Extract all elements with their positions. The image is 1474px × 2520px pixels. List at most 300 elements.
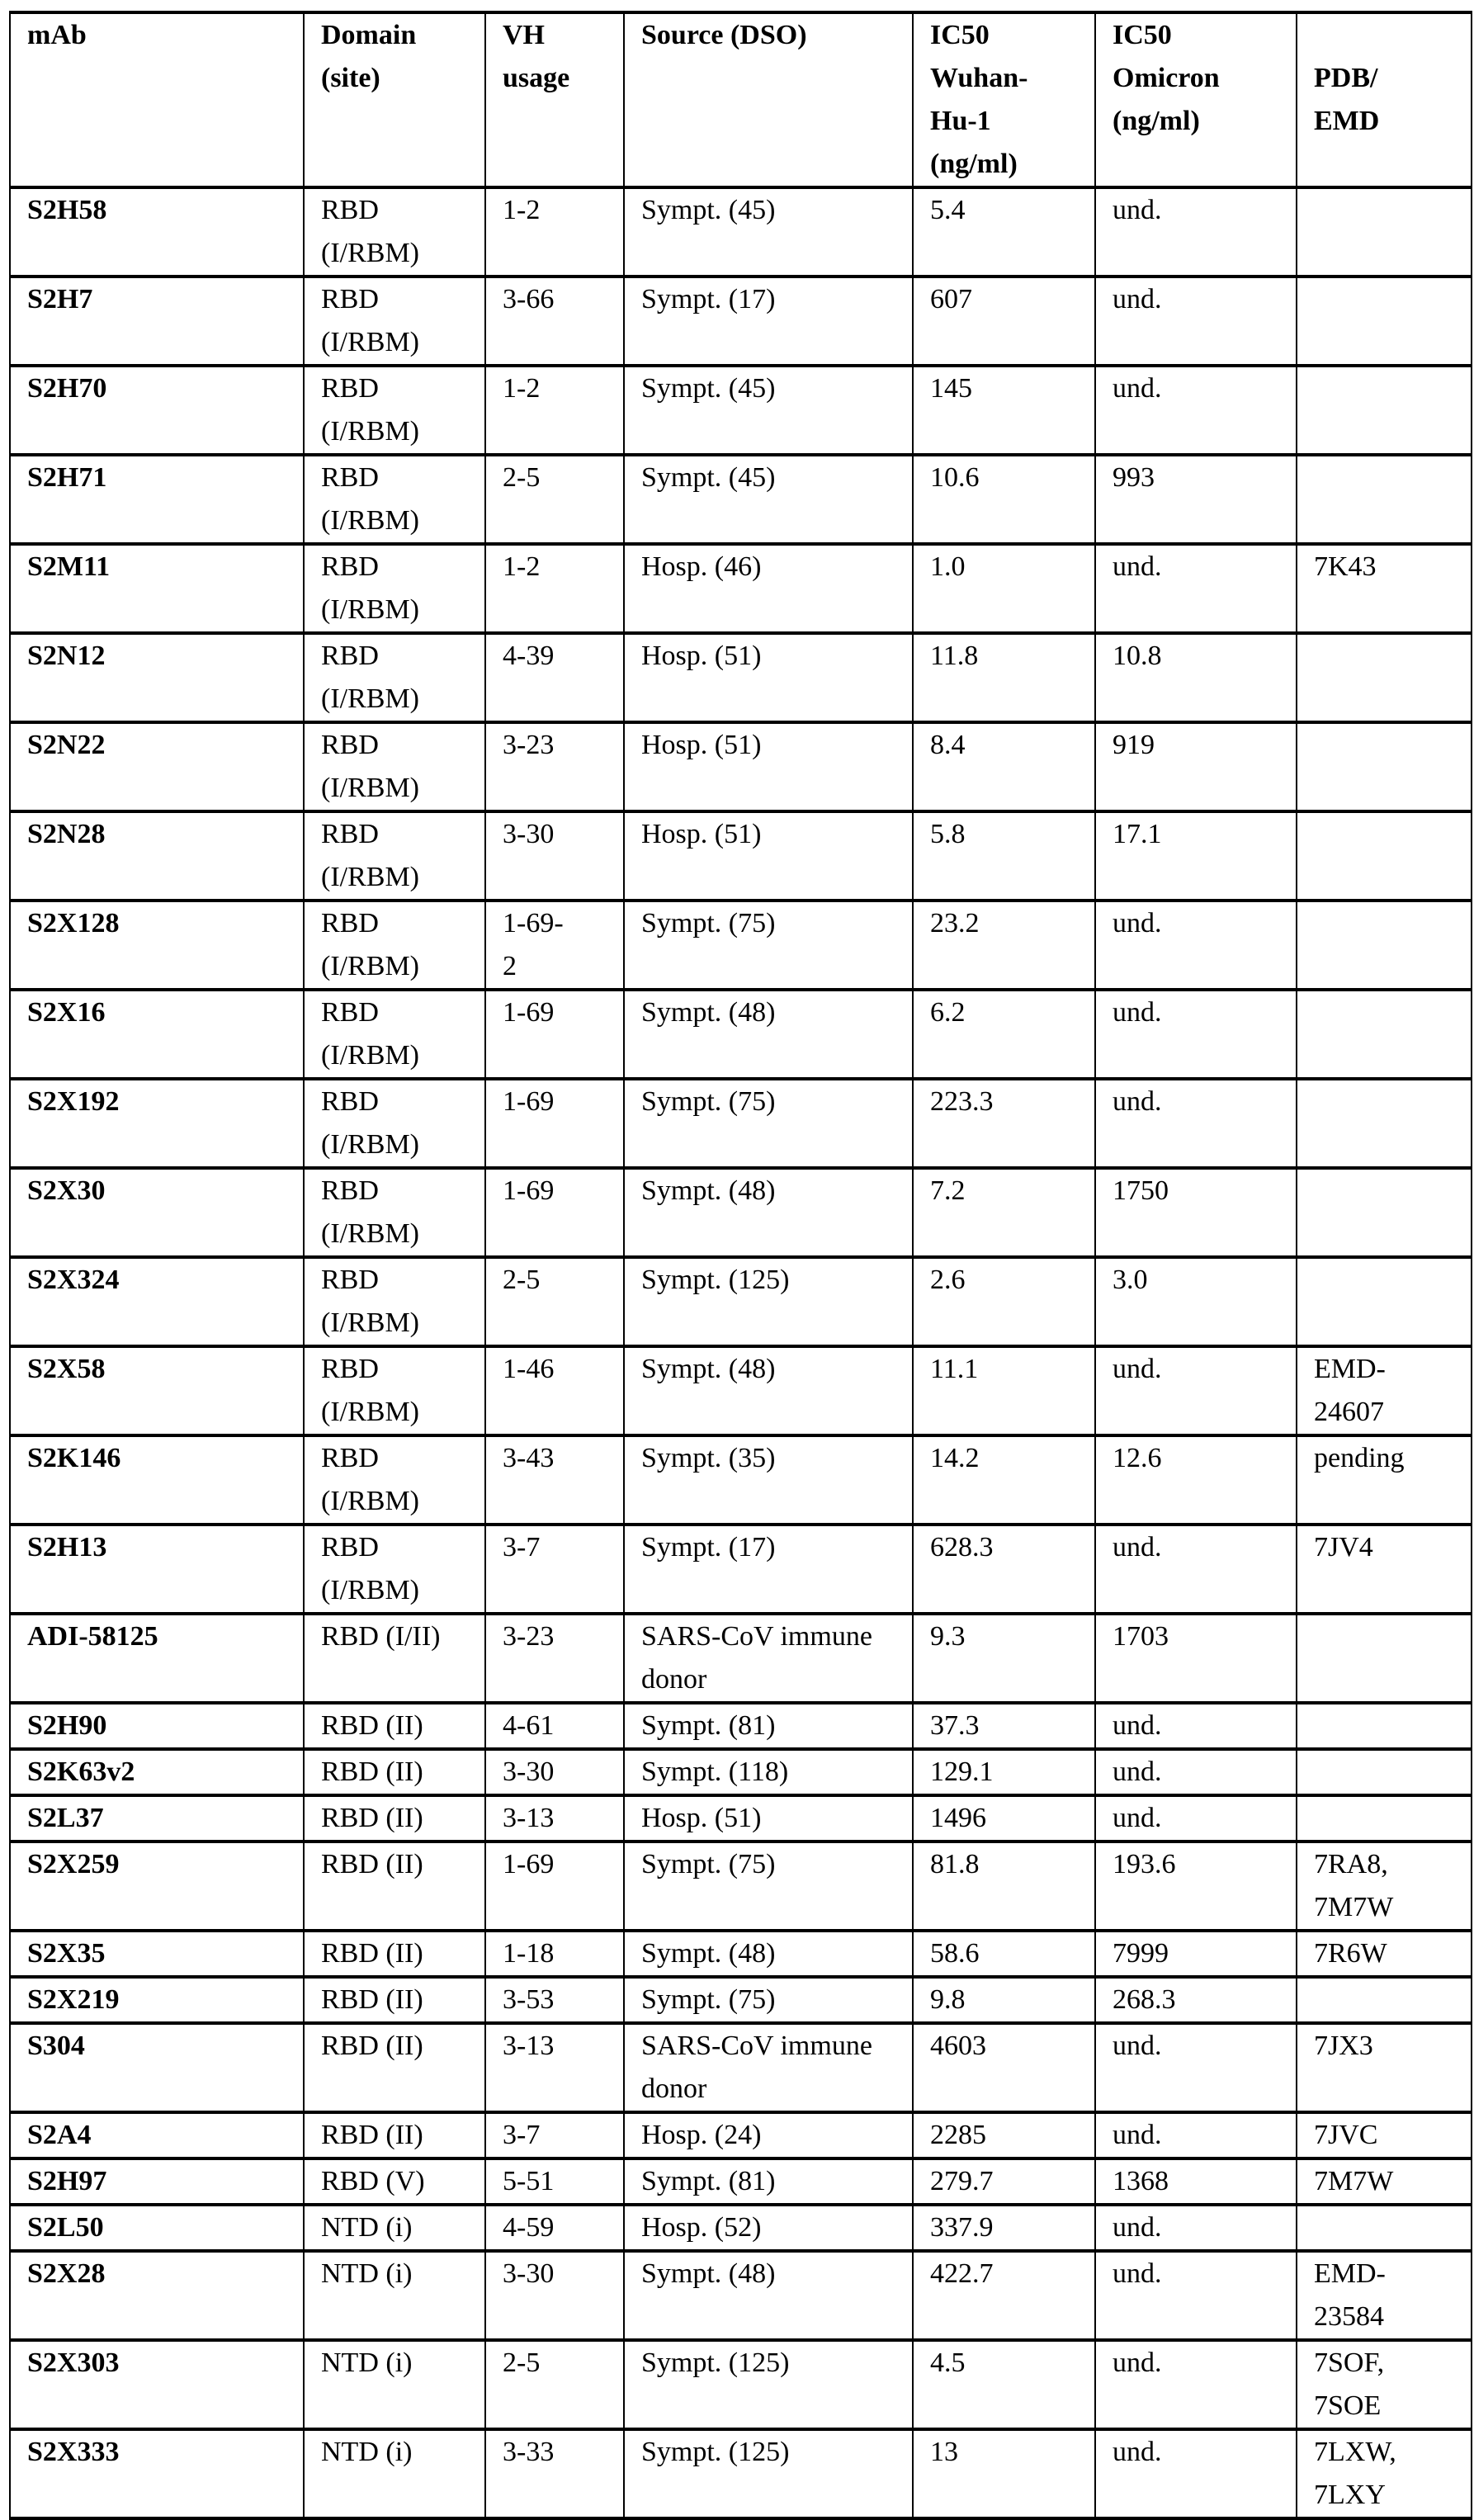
cell-pdb-emd: [1297, 990, 1472, 1079]
cell-ic50-omicron: [1095, 1435, 1297, 1525]
cell-ic50-wuhan-text: 5.4: [930, 195, 966, 225]
cell-ic50-omicron: [1095, 1842, 1297, 1931]
cell-ic50-omicron: [1095, 722, 1297, 811]
cell-pdb-emd: [1297, 1614, 1472, 1703]
cell-vh-usage-text: 4-59: [503, 2206, 554, 2249]
cell-ic50-wuhan-text: 13: [930, 2437, 958, 2467]
cell-ic50-omicron: [1095, 1168, 1297, 1257]
cell-vh-usage-text: 3-30: [503, 1751, 554, 1794]
cell-ic50-omicron-text: und.: [1113, 1086, 1162, 1117]
cell-source-text: Sympt. (125): [641, 1259, 789, 1302]
cell-pdb-emd: [1297, 1795, 1472, 1842]
header-mab: [10, 12, 304, 187]
table-row: [10, 1168, 1472, 1257]
cell-domain: [304, 1842, 485, 1931]
cell-domain-text: RBD (I/RBM): [321, 730, 419, 803]
cell-domain: [304, 187, 485, 277]
cell-source-text: Sympt. (17): [641, 1526, 775, 1569]
cell-ic50-omicron-text: und.: [1113, 284, 1162, 314]
table-row: [10, 1079, 1472, 1168]
table-row: [10, 633, 1472, 722]
cell-source: [624, 1346, 913, 1435]
cell-ic50-omicron-text: 10.8: [1113, 641, 1162, 671]
cell-mab: [10, 455, 304, 544]
cell-domain-text: RBD (II): [321, 1756, 423, 1787]
cell-vh-usage: [485, 1079, 624, 1168]
cell-ic50-omicron-text: und.: [1113, 551, 1162, 582]
cell-pdb-emd: [1297, 2251, 1472, 2340]
cell-ic50-omicron: [1095, 901, 1297, 990]
cell-pdb-emd-text: pending: [1314, 1437, 1405, 1480]
cell-pdb-emd: [1297, 2205, 1472, 2251]
table-row: [10, 811, 1472, 901]
cell-pdb-emd: [1297, 1977, 1472, 2023]
cell-ic50-wuhan: [913, 1795, 1095, 1842]
cell-ic50-wuhan-text: 6.2: [930, 997, 966, 1028]
cell-mab-text: S2N22: [27, 730, 105, 760]
cell-ic50-wuhan-text: 628.3: [930, 1532, 994, 1563]
cell-mab-text: S2X333: [27, 2437, 119, 2467]
cell-ic50-omicron: [1095, 2205, 1297, 2251]
cell-source: [624, 2205, 913, 2251]
cell-source: [624, 990, 913, 1079]
cell-source-text: SARS-CoV immune donor: [641, 1615, 889, 1701]
table-row: [10, 1931, 1472, 1977]
antibody-table: [9, 11, 1472, 2520]
cell-ic50-wuhan-text: 223.3: [930, 1086, 994, 1117]
cell-ic50-wuhan-text: 129.1: [930, 1756, 994, 1787]
cell-domain: [304, 2340, 485, 2429]
cell-source-text: Sympt. (45): [641, 189, 775, 232]
cell-ic50-wuhan-text: 607: [930, 284, 972, 314]
cell-mab-text: S2K146: [27, 1443, 120, 1473]
header-vh: [485, 12, 624, 187]
cell-source: [624, 1703, 913, 1749]
cell-ic50-wuhan: [913, 901, 1095, 990]
cell-vh-usage-text: 2-5: [503, 2342, 540, 2385]
cell-pdb-emd-text: 7JVC: [1314, 2114, 1377, 2157]
cell-domain: [304, 277, 485, 366]
cell-ic50-omicron: [1095, 277, 1297, 366]
cell-mab: [10, 1977, 304, 2023]
cell-mab-text: S2H70: [27, 373, 106, 404]
cell-source-text: Sympt. (125): [641, 2342, 789, 2385]
cell-vh-usage: [485, 2158, 624, 2205]
cell-ic50-wuhan: [913, 1931, 1095, 1977]
cell-source: [624, 277, 913, 366]
cell-vh-usage-text: 4-39: [503, 635, 554, 678]
cell-source-text: Sympt. (75): [641, 1080, 775, 1123]
cell-ic50-wuhan: [913, 1079, 1095, 1168]
cell-ic50-wuhan-text: 7.2: [930, 1175, 966, 1206]
cell-vh-usage-text: 3-43: [503, 1437, 554, 1480]
cell-ic50-wuhan: [913, 1168, 1095, 1257]
cell-pdb-emd-text: 7JV4: [1314, 1526, 1373, 1569]
cell-vh-usage-text: 3-7: [503, 1526, 540, 1569]
cell-pdb-emd: [1297, 1749, 1472, 1795]
header-ic50-omicron: [1095, 12, 1297, 187]
cell-domain: [304, 1977, 485, 2023]
cell-source: [624, 901, 913, 990]
cell-vh-usage: [485, 811, 624, 901]
cell-ic50-wuhan-text: 4603: [930, 2031, 986, 2061]
table-row: [10, 1346, 1472, 1435]
cell-pdb-emd-text: 7LXW, 7LXY: [1314, 2431, 1417, 2517]
cell-vh-usage-text: 5-51: [503, 2160, 554, 2203]
cell-vh-usage: [485, 187, 624, 277]
header-label: Source (DSO): [641, 14, 904, 57]
cell-domain: [304, 722, 485, 811]
header-label: IC50 Wuhan-Hu-1 (ng/ml): [930, 14, 1054, 186]
cell-vh-usage-text: 3-7: [503, 2114, 540, 2157]
cell-source: [624, 1435, 913, 1525]
cell-pdb-emd: [1297, 1079, 1472, 1168]
cell-ic50-wuhan: [913, 2158, 1095, 2205]
cell-source-text: Sympt. (48): [641, 1348, 775, 1391]
cell-ic50-omicron: [1095, 2429, 1297, 2518]
cell-vh-usage: [485, 1257, 624, 1346]
cell-mab: [10, 2340, 304, 2429]
cell-ic50-omicron-text: 193.6: [1113, 1849, 1176, 1879]
cell-mab: [10, 1346, 304, 1435]
cell-pdb-emd: [1297, 2023, 1472, 2112]
cell-ic50-wuhan: [913, 990, 1095, 1079]
cell-ic50-omicron-text: 1703: [1113, 1621, 1169, 1652]
cell-ic50-omicron: [1095, 633, 1297, 722]
cell-ic50-omicron-text: und.: [1113, 2120, 1162, 2150]
cell-mab: [10, 2251, 304, 2340]
cell-pdb-emd-text: 7JX3: [1314, 2025, 1373, 2068]
cell-mab: [10, 544, 304, 633]
cell-ic50-omicron: [1095, 1614, 1297, 1703]
cell-domain-text: RBD (I/II): [321, 1621, 440, 1652]
cell-ic50-omicron: [1095, 2340, 1297, 2429]
cell-mab-text: S304: [27, 2031, 85, 2061]
cell-pdb-emd: [1297, 1931, 1472, 1977]
cell-source-text: Hosp. (51): [641, 724, 761, 767]
cell-ic50-wuhan: [913, 1525, 1095, 1614]
cell-ic50-wuhan-text: 422.7: [930, 2258, 994, 2289]
cell-vh-usage-text: 1-69: [503, 1080, 554, 1123]
cell-ic50-wuhan: [913, 277, 1095, 366]
cell-domain: [304, 1257, 485, 1346]
cell-mab-text: S2H71: [27, 462, 106, 493]
cell-domain: [304, 1795, 485, 1842]
cell-ic50-omicron: [1095, 2251, 1297, 2340]
cell-mab: [10, 722, 304, 811]
cell-domain-text: RBD (I/RBM): [321, 1086, 419, 1160]
cell-ic50-wuhan: [913, 811, 1095, 901]
cell-pdb-emd: [1297, 1842, 1472, 1931]
cell-source-text: Sympt. (48): [641, 991, 775, 1034]
cell-vh-usage-text: 2-5: [503, 456, 540, 499]
cell-vh-usage: [485, 1931, 624, 1977]
cell-ic50-omicron-text: 919: [1113, 730, 1155, 760]
cell-domain-text: RBD (I/RBM): [321, 551, 419, 625]
cell-mab-text: ADI-58125: [27, 1621, 158, 1652]
cell-source: [624, 187, 913, 277]
cell-mab: [10, 1749, 304, 1795]
header-source: [624, 12, 913, 187]
cell-ic50-wuhan-text: 2.6: [930, 1265, 966, 1295]
cell-ic50-wuhan: [913, 2429, 1095, 2518]
cell-ic50-omicron-text: und.: [1113, 2347, 1162, 2378]
cell-mab: [10, 990, 304, 1079]
cell-ic50-omicron: [1095, 811, 1297, 901]
cell-ic50-omicron-text: 7999: [1113, 1938, 1169, 1969]
cell-ic50-wuhan-text: 11.8: [930, 641, 978, 671]
cell-ic50-wuhan: [913, 1435, 1095, 1525]
cell-source: [624, 2112, 913, 2158]
cell-mab: [10, 901, 304, 990]
cell-source: [624, 1749, 913, 1795]
cell-ic50-omicron-text: und.: [1113, 908, 1162, 938]
cell-ic50-omicron-text: und.: [1113, 997, 1162, 1028]
cell-mab: [10, 1931, 304, 1977]
cell-domain: [304, 1703, 485, 1749]
cell-vh-usage-text: 2-5: [503, 1259, 540, 1302]
cell-vh-usage-text: 1-2: [503, 367, 540, 410]
cell-source: [624, 2158, 913, 2205]
cell-mab: [10, 1257, 304, 1346]
cell-vh-usage-text: 1-69-2: [503, 902, 573, 988]
cell-domain-text: RBD (II): [321, 1984, 423, 2015]
cell-pdb-emd: [1297, 2112, 1472, 2158]
cell-pdb-emd: [1297, 633, 1472, 722]
cell-ic50-omicron-text: 1368: [1113, 2166, 1169, 2196]
cell-vh-usage-text: 4-61: [503, 1704, 554, 1747]
cell-vh-usage-text: 3-23: [503, 1615, 554, 1658]
table-row: [10, 2158, 1472, 2205]
cell-domain: [304, 1346, 485, 1435]
cell-vh-usage: [485, 2251, 624, 2340]
cell-pdb-emd: [1297, 722, 1472, 811]
cell-ic50-wuhan: [913, 1749, 1095, 1795]
cell-pdb-emd-text: 7R6W: [1314, 1932, 1387, 1975]
header-label: IC50 Omicron (ng/ml): [1113, 14, 1245, 143]
cell-source: [624, 2023, 913, 2112]
cell-vh-usage-text: 3-30: [503, 813, 554, 856]
cell-source-text: Hosp. (51): [641, 813, 761, 856]
cell-domain: [304, 1931, 485, 1977]
cell-ic50-omicron: [1095, 1977, 1297, 2023]
cell-vh-usage-text: 1-69: [503, 1843, 554, 1886]
cell-vh-usage: [485, 1346, 624, 1435]
cell-source-text: Sympt. (75): [641, 902, 775, 945]
cell-mab: [10, 2205, 304, 2251]
cell-source-text: Sympt. (35): [641, 1437, 775, 1480]
cell-domain-text: RBD (I/RBM): [321, 284, 419, 357]
cell-ic50-omicron-text: und.: [1113, 195, 1162, 225]
cell-mab: [10, 1795, 304, 1842]
cell-pdb-emd-text: 7SOF, 7SOE: [1314, 2342, 1417, 2428]
cell-ic50-omicron-text: 12.6: [1113, 1443, 1162, 1473]
cell-source: [624, 366, 913, 455]
cell-ic50-wuhan: [913, 722, 1095, 811]
cell-domain-text: NTD (i): [321, 2347, 412, 2378]
cell-vh-usage: [485, 1703, 624, 1749]
cell-vh-usage: [485, 633, 624, 722]
cell-domain-text: RBD (II): [321, 2031, 423, 2061]
cell-ic50-wuhan: [913, 2023, 1095, 2112]
cell-vh-usage: [485, 901, 624, 990]
cell-ic50-omicron: [1095, 1931, 1297, 1977]
cell-ic50-wuhan: [913, 1614, 1095, 1703]
cell-domain-text: RBD (II): [321, 1938, 423, 1969]
cell-ic50-omicron: [1095, 2023, 1297, 2112]
table-row: [10, 2429, 1472, 2518]
cell-mab-text: S2X28: [27, 2258, 105, 2289]
cell-vh-usage: [485, 2023, 624, 2112]
table-row: [10, 2251, 1472, 2340]
cell-domain-text: NTD (i): [321, 2212, 412, 2243]
cell-ic50-omicron: [1095, 187, 1297, 277]
cell-domain-text: RBD (I/RBM): [321, 1265, 419, 1338]
cell-mab-text: S2L37: [27, 1803, 104, 1833]
cell-ic50-omicron: [1095, 1795, 1297, 1842]
cell-ic50-omicron-text: 3.0: [1113, 1265, 1148, 1295]
cell-ic50-omicron: [1095, 366, 1297, 455]
cell-source: [624, 1977, 913, 2023]
cell-ic50-wuhan-text: 14.2: [930, 1443, 980, 1473]
cell-ic50-omicron: [1095, 1257, 1297, 1346]
cell-source-text: Hosp. (46): [641, 546, 761, 589]
cell-ic50-wuhan: [913, 187, 1095, 277]
cell-vh-usage: [485, 1749, 624, 1795]
cell-mab-text: S2X219: [27, 1984, 119, 2015]
header-label: VH usage: [503, 14, 585, 100]
cell-vh-usage: [485, 722, 624, 811]
cell-domain: [304, 1749, 485, 1795]
cell-mab-text: S2H13: [27, 1532, 106, 1563]
table-row: [10, 2340, 1472, 2429]
cell-ic50-omicron-text: und.: [1113, 2437, 1162, 2467]
cell-vh-usage: [485, 455, 624, 544]
cell-source: [624, 1168, 913, 1257]
cell-mab-text: S2X128: [27, 908, 119, 938]
cell-mab: [10, 187, 304, 277]
cell-ic50-wuhan-text: 10.6: [930, 462, 980, 493]
cell-domain-text: RBD (I/RBM): [321, 195, 419, 268]
cell-ic50-wuhan-text: 9.3: [930, 1621, 966, 1652]
cell-source: [624, 455, 913, 544]
cell-mab: [10, 1842, 304, 1931]
cell-domain: [304, 811, 485, 901]
table-row: [10, 1795, 1472, 1842]
cell-mab-text: S2N28: [27, 819, 105, 849]
cell-domain-text: NTD (i): [321, 2437, 412, 2467]
cell-pdb-emd: [1297, 1435, 1472, 1525]
cell-mab-text: S2M11: [27, 551, 110, 582]
cell-domain: [304, 2158, 485, 2205]
cell-source-text: Sympt. (125): [641, 2431, 789, 2474]
cell-ic50-omicron: [1095, 990, 1297, 1079]
cell-mab: [10, 1079, 304, 1168]
cell-ic50-wuhan-text: 2285: [930, 2120, 986, 2150]
cell-vh-usage: [485, 2429, 624, 2518]
cell-domain: [304, 1435, 485, 1525]
cell-domain: [304, 2205, 485, 2251]
cell-source: [624, 1842, 913, 1931]
cell-vh-usage: [485, 1168, 624, 1257]
cell-ic50-wuhan-text: 11.1: [930, 1354, 978, 1384]
cell-vh-usage: [485, 1435, 624, 1525]
cell-ic50-wuhan: [913, 2340, 1095, 2429]
cell-ic50-omicron-text: 17.1: [1113, 819, 1162, 849]
cell-source-text: Hosp. (52): [641, 2206, 761, 2249]
cell-ic50-omicron: [1095, 2158, 1297, 2205]
cell-mab-text: S2X58: [27, 1354, 105, 1384]
cell-ic50-omicron: [1095, 1703, 1297, 1749]
cell-domain-text: RBD (I/RBM): [321, 997, 419, 1071]
cell-source: [624, 811, 913, 901]
table-row: [10, 990, 1472, 1079]
cell-mab: [10, 366, 304, 455]
cell-ic50-wuhan-text: 4.5: [930, 2347, 966, 2378]
cell-source: [624, 1525, 913, 1614]
cell-pdb-emd: [1297, 187, 1472, 277]
cell-ic50-omicron: [1095, 1525, 1297, 1614]
cell-domain-text: RBD (I/RBM): [321, 373, 419, 447]
table-row: [10, 1614, 1472, 1703]
cell-vh-usage: [485, 1614, 624, 1703]
cell-ic50-wuhan-text: 337.9: [930, 2212, 994, 2243]
table-row: [10, 187, 1472, 277]
cell-ic50-omicron-text: und.: [1113, 1756, 1162, 1787]
cell-vh-usage: [485, 2340, 624, 2429]
table-row: [10, 2205, 1472, 2251]
cell-vh-usage-text: 3-66: [503, 278, 554, 321]
cell-ic50-omicron-text: 1750: [1113, 1175, 1169, 1206]
cell-domain-text: RBD (I/RBM): [321, 641, 419, 714]
cell-source-text: SARS-CoV immune donor: [641, 2025, 889, 2111]
cell-ic50-omicron: [1095, 1079, 1297, 1168]
cell-domain-text: RBD (I/RBM): [321, 1443, 419, 1516]
cell-ic50-wuhan-text: 279.7: [930, 2166, 994, 2196]
cell-ic50-omicron-text: und.: [1113, 2258, 1162, 2289]
cell-pdb-emd: [1297, 811, 1472, 901]
cell-vh-usage: [485, 990, 624, 1079]
cell-ic50-wuhan: [913, 1703, 1095, 1749]
cell-mab: [10, 2158, 304, 2205]
cell-pdb-emd: [1297, 1703, 1472, 1749]
cell-ic50-omicron: [1095, 2112, 1297, 2158]
cell-source-text: Sympt. (118): [641, 1751, 788, 1794]
cell-domain-text: RBD (I/RBM): [321, 462, 419, 536]
cell-domain-text: RBD (I/RBM): [321, 1532, 419, 1605]
cell-mab-text: S2X16: [27, 997, 105, 1028]
cell-mab-text: S2H7: [27, 284, 92, 314]
cell-pdb-emd: [1297, 544, 1472, 633]
header-label: Domain (site): [321, 14, 437, 100]
table-row: [10, 1842, 1472, 1931]
cell-ic50-wuhan-text: 58.6: [930, 1938, 980, 1969]
cell-vh-usage-text: 3-30: [503, 2253, 554, 2295]
cell-ic50-wuhan: [913, 1977, 1095, 2023]
cell-vh-usage-text: 1-69: [503, 1170, 554, 1213]
cell-mab-text: S2L50: [27, 2212, 104, 2243]
cell-domain-text: RBD (I/RBM): [321, 908, 419, 981]
cell-mab: [10, 1703, 304, 1749]
table-row: [10, 544, 1472, 633]
cell-source-text: Sympt. (81): [641, 2160, 775, 2203]
table-row: [10, 1703, 1472, 1749]
cell-vh-usage-text: 3-53: [503, 1979, 554, 2021]
cell-pdb-emd-text: EMD-23584: [1314, 2253, 1417, 2338]
cell-domain: [304, 2023, 485, 2112]
cell-domain: [304, 1079, 485, 1168]
cell-ic50-wuhan: [913, 1346, 1095, 1435]
